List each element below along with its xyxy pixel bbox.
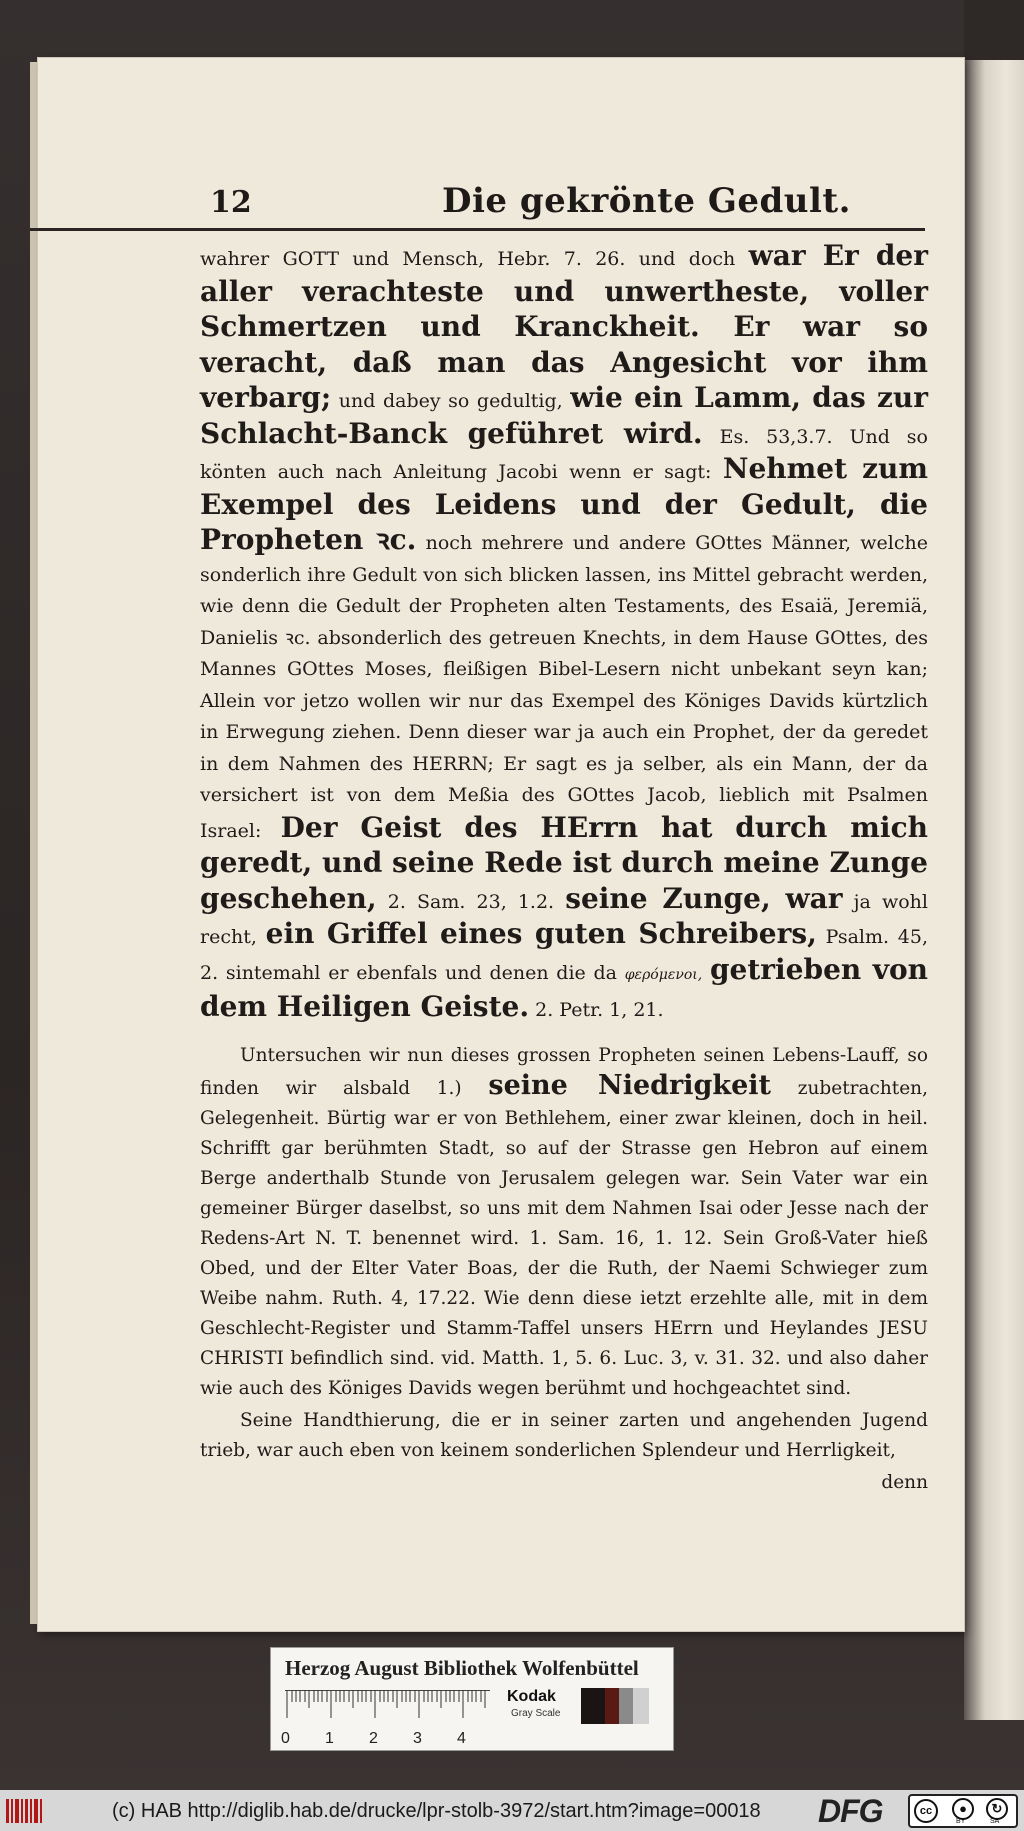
text-run: zubetrachten, Gelegenheit. Bürtig war er von Bethlehem, einer zwar kleinen, doch in heil. Schrifft gar berühmten Stadt, so auf der Strasse gen Hebron auf einem Berge anderthalb Stunde von Jerusalem gelegen war. Sein Vater war ein gemeiner Bürger daselbst, so uns mit dem Nahmen Isai oder Jesse nach der Redens-Art N. T. benennet wird. 1. Sam. 16, 1. 12. Sein Groß-Vater hieß Obed, und der Elter Vater Boas, der die Ruth, der Naemi Schwieger zum Weibe nahm. Ruth. 4, 17.22. Wie denn diese ietzt erzehlte alle, mit in dem Geschlecht-Register und Stamm-Taffel unsers HErrn und Heylandes JESU CHRISTI befindlich sind. vid. Matth. 1, 5. 6. Luc. 3, v. 31. 32. und also daher wie auch des Königes Davids wegen berühmt und hochgeachtet sind. bbox=[200, 1077, 928, 1399]
gray-swatch-mid bbox=[619, 1688, 633, 1724]
greek-word: φερόμενοι, bbox=[624, 966, 703, 983]
cc-license-badge[interactable] bbox=[908, 1794, 1018, 1828]
ruler-number: 0 bbox=[281, 1730, 290, 1747]
text-run: wahrer GOTT und Mensch, Hebr. 7. 26. und doch bbox=[200, 248, 749, 270]
text-run: 2. Sam. 23, 1.2. bbox=[376, 890, 566, 913]
gray-swatch-light bbox=[633, 1688, 649, 1724]
paragraph-2 bbox=[200, 1041, 928, 1404]
footer-credit-link[interactable]: (c) HAB http://diglib.hab.de/drucke/lpr-stolb-3972/start.htm?image=00018 bbox=[112, 1800, 761, 1822]
gray-swatch-dark bbox=[605, 1688, 619, 1724]
text-run: und dabey so gedultig, bbox=[331, 390, 571, 412]
paragraph-3 bbox=[200, 1406, 928, 1466]
sa-share-icon: ↻ bbox=[986, 1798, 1008, 1820]
page-header bbox=[210, 181, 925, 227]
page-number: 12 bbox=[210, 185, 252, 220]
text-run: 2. Petr. 1, 21. bbox=[529, 999, 664, 1021]
text-run: Es. 53,3.7. Und so könten auch nach Anleitung Jacobi wenn er sagt: bbox=[200, 425, 928, 483]
ruler-ticks bbox=[285, 1690, 495, 1720]
text-run: noch mehrere und andere GOttes Männer, welche sonderlich ihre Gedult von sich blicken lassen, ins Mittel gebracht werden, wie denn die Gedult der Propheten alten Testaments, des Esaiä, Jeremiä, Danielis ꝛc. absonderlich des getreuen Knechts, in dem Hause GOttes, des Mannes GOttes Moses, fleißigen Bibel-Lesern nicht unbekant seyn kan; Allein vor jetzo wollen wir nur das Exempel des Königes Davids kürtzlich in Erwegung ziehen. Denn dieser war ja auch ein Prophet, der da geredet in dem Nahmen des HERRN; Er sagt es ja selber, als ein Mann, der da versichert ist von dem Meßia des GOttes Jacob, lieblich mit Psalmen Israel: bbox=[200, 532, 928, 842]
emphasis-run: Der Geist des HErrn hat durch mich geredt, und seine Rede ist durch meine Zunge geschehen, bbox=[200, 810, 928, 915]
next-page-edge bbox=[964, 0, 1024, 1720]
body-text bbox=[200, 240, 928, 1498]
viewer-corner bbox=[964, 0, 1024, 60]
kodak-label: Kodak bbox=[507, 1688, 556, 1705]
gray-scale-label: Gray Scale bbox=[511, 1708, 561, 1719]
emphasis-run: wie ein Lamm, das zur Schlacht-Banck geführet wird. bbox=[200, 381, 929, 450]
scale-ruler bbox=[281, 1690, 495, 1747]
running-title: Die gekrönte Gedult. bbox=[442, 181, 851, 221]
barcode-icon bbox=[6, 1797, 46, 1825]
emphasis-run: seine Zunge, war bbox=[565, 881, 843, 915]
emphasis-run: getrieben von dem Heiligen Geiste. bbox=[200, 952, 928, 1023]
hab-color-card bbox=[270, 1647, 674, 1751]
dfg-logo: DFG bbox=[818, 1793, 883, 1829]
catchword: denn bbox=[881, 1471, 928, 1493]
header-rule bbox=[30, 228, 925, 231]
by-person-icon: ● bbox=[952, 1798, 974, 1820]
ruler-number: 1 bbox=[325, 1730, 334, 1747]
text-run: Seine Handthierung, die er in seiner zarten und angehenden Jugend trieb, war auch eben von keinem sonderlichen Splendeur und Herrligkeit, bbox=[200, 1409, 928, 1461]
gray-swatch-black bbox=[581, 1688, 605, 1724]
text-run: Psalm. 45, 2. sintemahl er ebenfals und denen die da bbox=[200, 926, 929, 984]
sa-label: SA bbox=[990, 1818, 1000, 1825]
emphasis-run: Nehmet zum Exempel des Leidens und der Gedult, die Propheten ꝛc. bbox=[200, 452, 928, 556]
hab-card-title: Herzog August Bibliothek Wolfenbüttel bbox=[285, 1656, 639, 1680]
emphasis-run: ein Griffel eines guten Schreibers, bbox=[265, 917, 817, 950]
by-label: BY bbox=[956, 1818, 966, 1825]
text-run: Untersuchen wir nun dieses grossen Propheten seinen Lebens-Lauff, so finden wir alsbald 1.) bbox=[200, 1044, 928, 1099]
ruler-number: 4 bbox=[457, 1730, 466, 1747]
ruler-number: 2 bbox=[369, 1730, 378, 1747]
text-run: ja wohl recht, bbox=[200, 890, 928, 948]
emphasis-run: war Er der aller verachteste und unwertheste, voller Schmertzen und Kranckheit. Er war so veracht, daß man das Angesicht vor ihm verbarg; bbox=[200, 239, 928, 414]
cc-icon: cc bbox=[914, 1799, 938, 1823]
ruler-numbers bbox=[281, 1730, 515, 1750]
paragraph-1 bbox=[200, 240, 928, 1027]
emphasis-run: seine Niedrigkeit bbox=[488, 1069, 772, 1101]
ruler-number: 3 bbox=[413, 1730, 422, 1747]
